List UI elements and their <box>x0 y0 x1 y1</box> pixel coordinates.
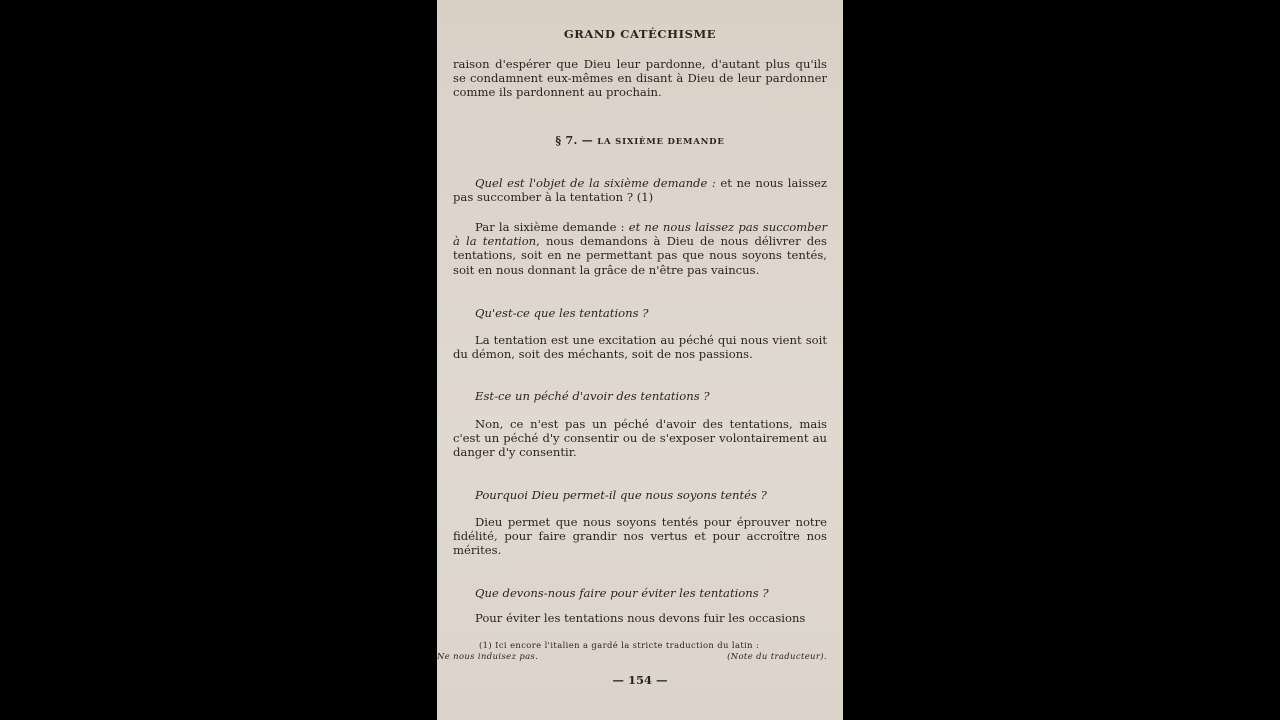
section-heading <box>437 134 843 147</box>
footnote-line-1: (1) Ici encore l'italien a gardé la stricte traduction du latin : <box>479 640 760 650</box>
footnote <box>437 640 827 661</box>
question-4: Pourquoi Dieu permet-il que nous soyons tentés ? <box>475 488 767 502</box>
opening-paragraph: raison d'espérer que Dieu leur pardonne, d'autant plus qu'ils se condamnent eux-mêmes en disant à Dieu de leur pardonner comme ils pardonnent au prochain. <box>453 57 827 100</box>
footnote-line-2 <box>437 651 827 662</box>
answer-4: Dieu permet que nous soyons tentés pour éprouver notre fidélité, pour faire grandir nos vertus et pour accroître nos mérites. <box>453 515 827 558</box>
question-2: Qu'est-ce que les tentations ? <box>475 306 649 320</box>
answer-1-intro: Par la sixième demande : <box>475 220 629 234</box>
answer-3: Non, ce n'est pas un péché d'avoir des tentations, mais c'est un péché d'y consentir ou de s'exposer volontairement au danger d'y consentir. <box>453 417 827 460</box>
footnote-translator-note: (Note du traducteur). <box>727 650 827 661</box>
section-dash: — <box>581 134 594 147</box>
question-3: Est-ce un péché d'avoir des tentations ? <box>475 389 710 403</box>
section-number: § 7. <box>555 134 578 147</box>
answer-1-italic: et ne nous laissez pas succomber à la tentation <box>453 220 827 249</box>
book-page <box>437 0 843 720</box>
answer-1-rest: , nous demandons à Dieu de nous délivrer des tentations, soit en ne permettant pas que nous soyons tentés, soit en nous donnant la grâce de n'être pas vaincus. <box>453 234 827 277</box>
answer-5: Pour éviter les tentations nous devons fuir les occasions <box>475 611 806 625</box>
answer-2: La tentation est une excitation au péché qui nous vient soit du démon, soit des méchants, soit de nos passions. <box>453 333 827 362</box>
question-5: Que devons-nous faire pour éviter les tentations ? <box>475 586 769 600</box>
section-title: LA SIXIÈME DEMANDE <box>597 137 725 147</box>
answer-1 <box>453 220 827 277</box>
page-number: — 154 — <box>612 673 668 687</box>
question-1 <box>453 176 827 204</box>
question-1-rest: et ne nous laissez pas succomber à la tentation ? (1) <box>453 176 827 205</box>
running-head: GRAND CATÉCHISME <box>563 27 717 41</box>
footnote-quote: Ne nous induisez pas. <box>437 650 539 661</box>
question-1-italic: Quel est l'objet de la sixième demande : <box>475 176 716 190</box>
